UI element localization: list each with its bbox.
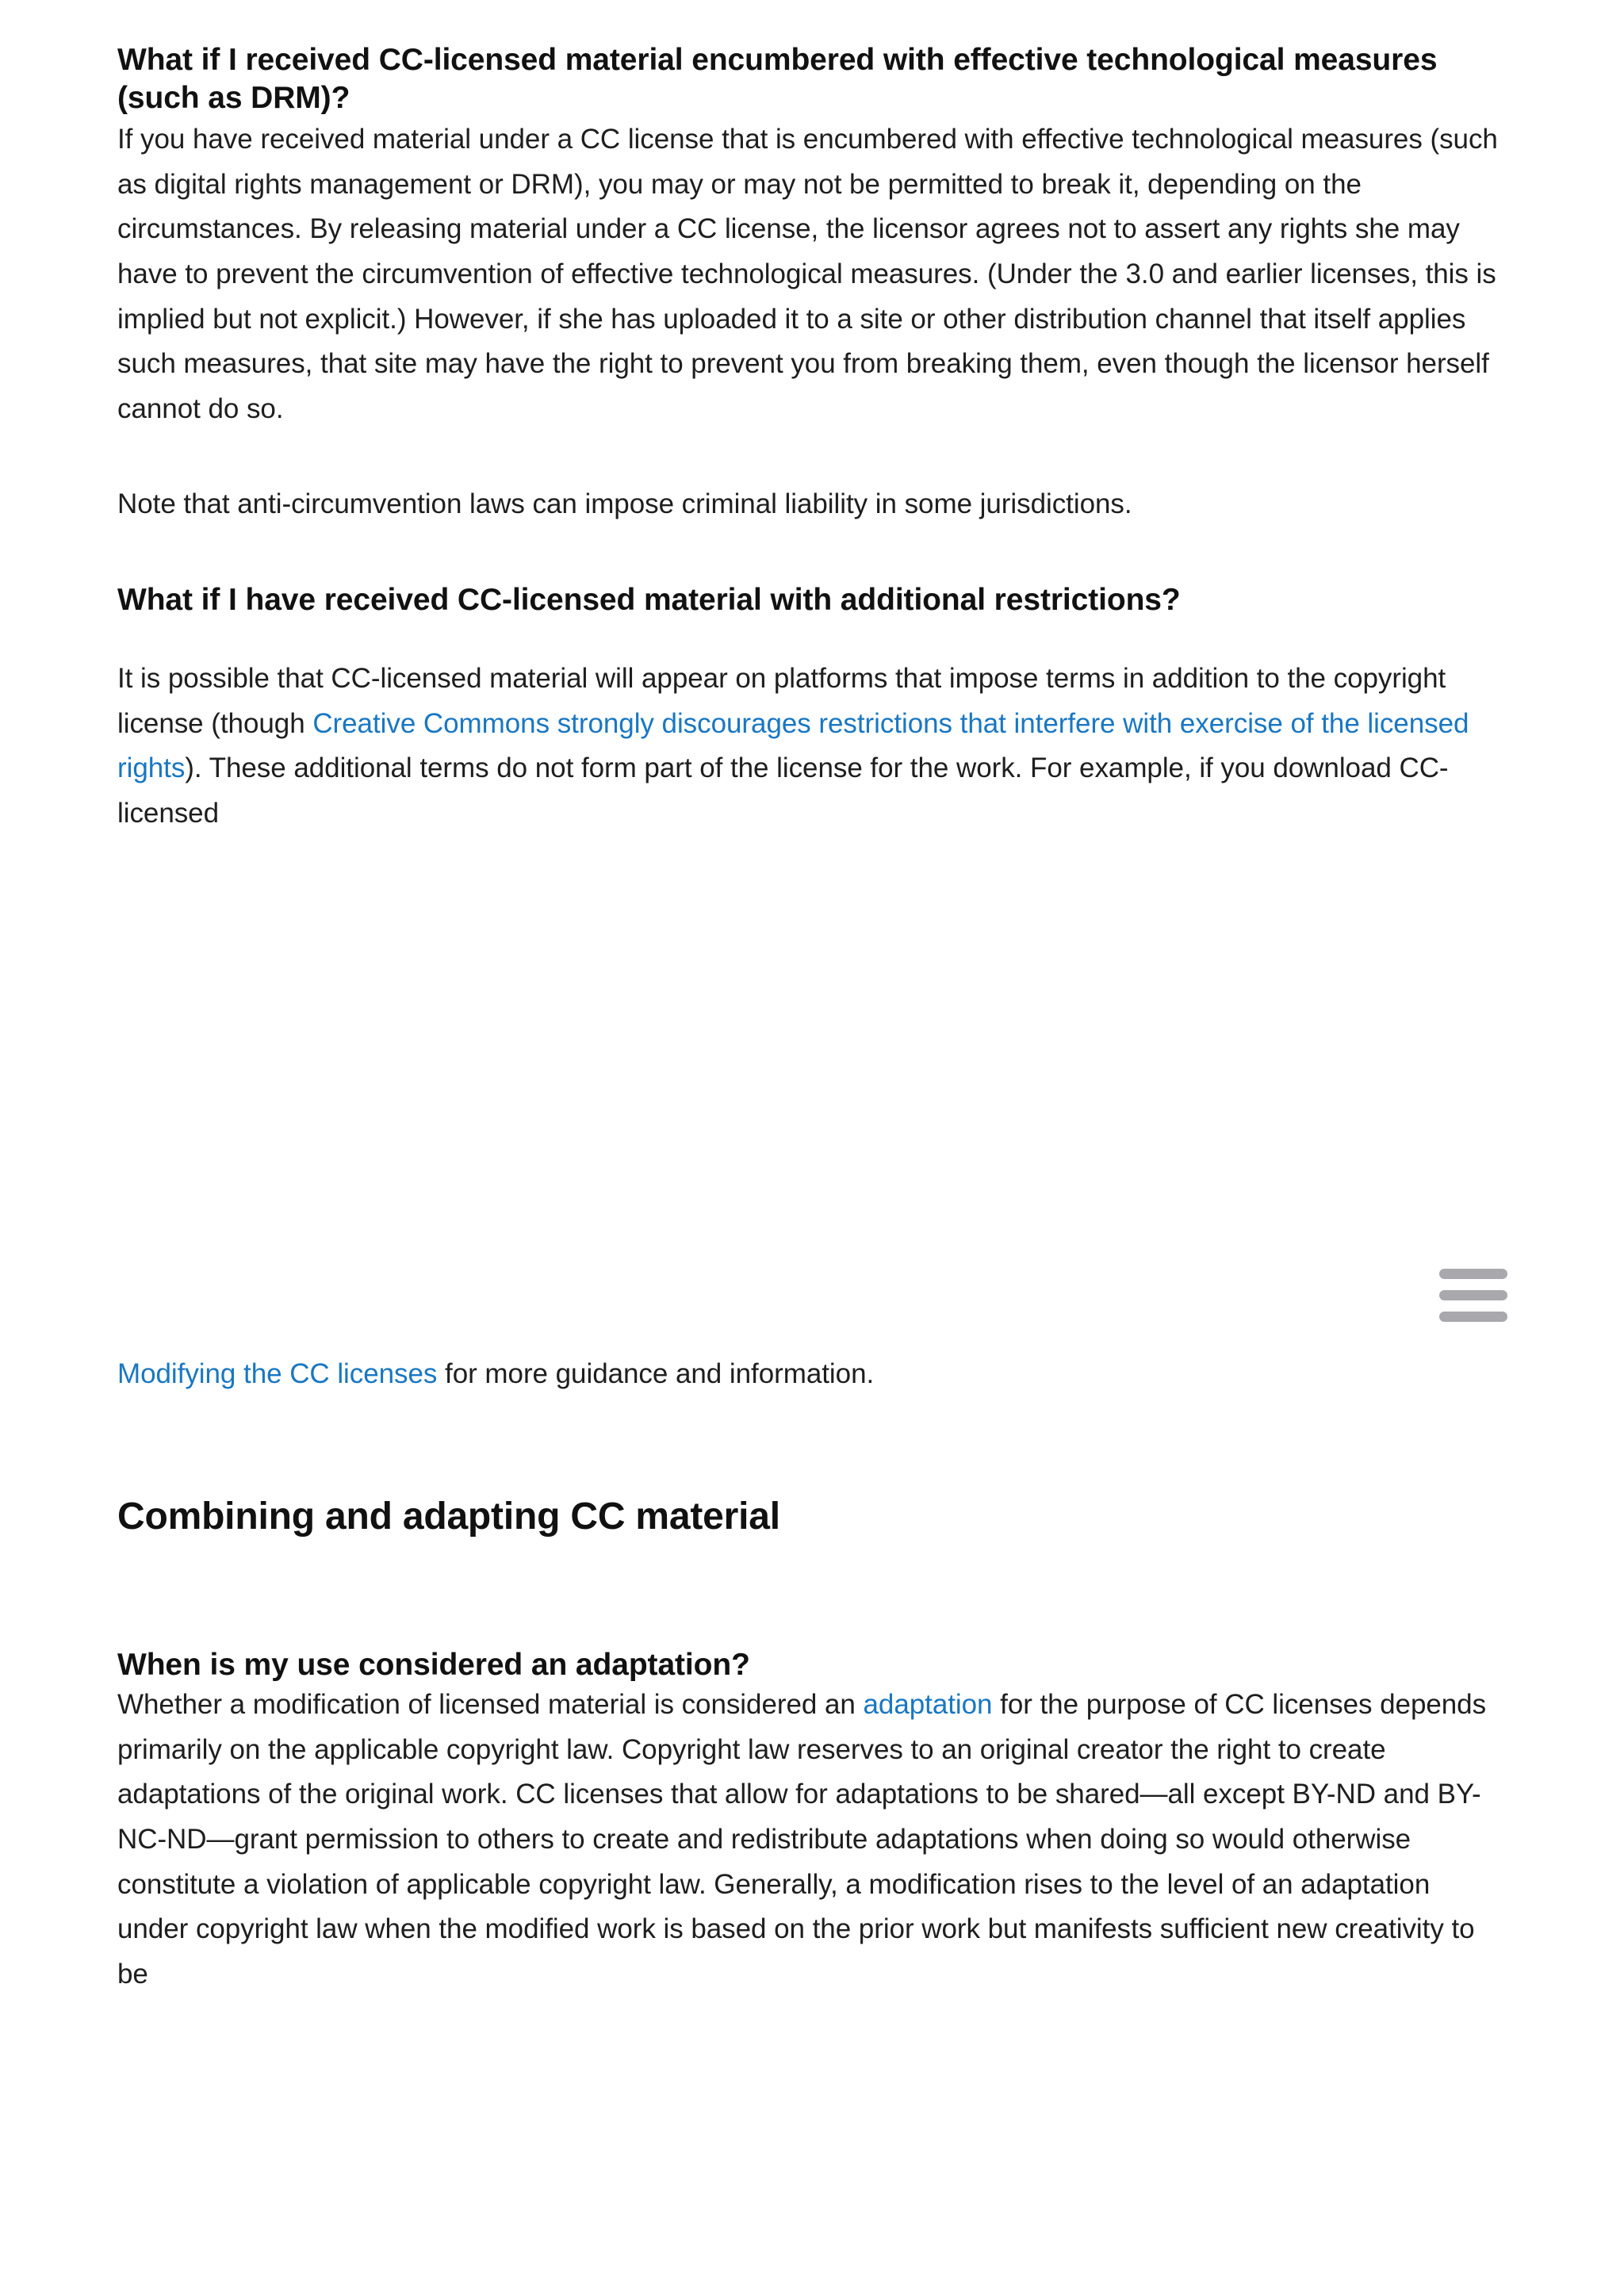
tail-text-segment: for more guidance and information. xyxy=(437,1358,875,1389)
body-text-segment-2: for the purpose of CC licenses depends primarily on the applicable copyright law. Copyright law reserves to an original creator the right to create adaptations of the original work. CC licenses that allow for adaptations to be shared—all except BY-ND and BY-NC-ND—grant permission to others to create and redistribute adaptations when doing so would otherwise constitute a violation of applicable copyright law. Generally, a modification rises to the level of an adaptation under copyright law when the modified work is based on the prior work but manifests sufficient new creativity to be xyxy=(117,1689,1487,1990)
section-heading-combining-adapting: Combining and adapting CC material xyxy=(117,1496,780,1538)
hamburger-menu-icon[interactable] xyxy=(1437,1262,1510,1327)
question-body-adaptation xyxy=(117,1683,1507,1997)
content-clip-overlay-upper xyxy=(0,1227,1624,1351)
body-text-segment-1: Whether a modification of licensed material is considered an xyxy=(117,1689,864,1720)
question-note-drm: Note that anti-circumvention laws can impose criminal liability in some jurisdictions. xyxy=(117,488,1132,519)
link-cc-discourages-restrictions[interactable]: Creative Commons strongly discourages restrictions that interfere with exercise of the licensed rights xyxy=(117,707,1469,784)
hamburger-bar-3 xyxy=(1439,1312,1507,1322)
body-text-segment-1: It is possible that CC-licensed material will appear on platforms that impose terms in addition to the copyright license (though xyxy=(117,663,1446,739)
question-heading-adaptation: When is my use considered an adaptation? xyxy=(117,1648,750,1682)
hamburger-bar-1 xyxy=(1439,1269,1507,1279)
question-body-additional-restrictions xyxy=(117,657,1507,837)
question-body-drm: If you have received material under a CC license that is encumbered with effective technological measures (such as digital rights management or DRM), you may or may not be permitted to break it, depending on the circumstances. By releasing material under a CC license, the licensor agrees not to assert any rights she may have to prevent the circumvention of effective technological measures. (Under the 3.0 and earlier licenses, this is implied but not explicit.) However, if she has uploaded it to a site or other distribution channel that itself applies such measures, that site may have the right to prevent you from breaking them, even though the licensor herself cannot do so. xyxy=(117,124,1498,425)
content-clip-overlay-lower xyxy=(0,1400,1624,1496)
body-text-segment-2: ). These additional terms do not form part of the license for the work. For example, if you download CC-licensed xyxy=(117,753,1449,829)
link-adaptation[interactable]: adaptation xyxy=(863,1689,993,1720)
question-tail-additional-restrictions xyxy=(117,1352,1507,1397)
question-heading-additional-restrictions: What if I have received CC-licensed material with additional restrictions? xyxy=(117,583,1181,617)
question-heading-drm: What if I received CC-licensed material encumbered with effective technological measures (such as DRM)? xyxy=(117,43,1438,115)
link-modifying-the-cc-licenses[interactable]: Modifying the CC licenses xyxy=(117,1358,438,1389)
hamburger-bar-2 xyxy=(1439,1290,1507,1300)
